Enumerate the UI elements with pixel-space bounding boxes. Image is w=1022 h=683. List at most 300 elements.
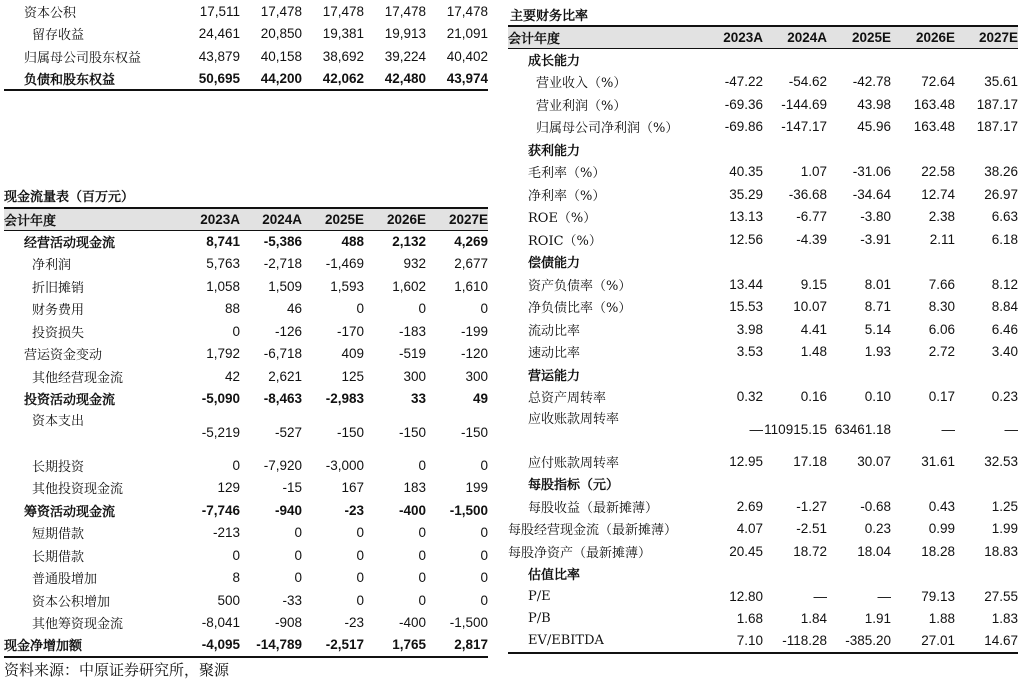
table-row — [508, 206, 1018, 229]
ratios-year-2023a: 2023A — [703, 26, 763, 48]
cashflow-header-label: 会计年度 — [4, 208, 178, 230]
cell-value: 43,879 — [198, 48, 240, 64]
cell-value: 0.23 — [864, 521, 891, 537]
cashflow-statement — [4, 207, 488, 658]
cell-value: -213 — [212, 525, 240, 541]
section-header: 成长能力 — [528, 54, 581, 69]
cell-value: -14,789 — [240, 634, 302, 657]
cell-value: 18.83 — [984, 543, 1018, 559]
cell-value: 14.67 — [955, 630, 1018, 653]
cell-value: 0 — [418, 457, 426, 473]
cell-value: 1.88 — [928, 611, 955, 627]
row-label: 普通股增加 — [32, 572, 98, 588]
cell-value: -5,386 — [263, 234, 302, 249]
cell-value: -3.91 — [860, 231, 891, 247]
cell-value: 0 — [356, 525, 364, 541]
cell-value: 18.04 — [857, 543, 891, 559]
cell-value: 2,817 — [426, 634, 488, 657]
cell-value: 12.56 — [729, 231, 763, 247]
cell-value: -42.78 — [852, 74, 891, 90]
table-row — [508, 495, 1018, 518]
cell-value: -400 — [398, 615, 426, 631]
cell-value: — — [749, 421, 763, 437]
row-label: 营业收入（%） — [536, 76, 627, 92]
cell-value: 0 — [418, 592, 426, 608]
cell-value: 2.11 — [929, 231, 955, 247]
cell-value: 17,478 — [322, 3, 364, 19]
cell-value: 38.26 — [984, 164, 1018, 180]
table-row — [4, 410, 488, 454]
table-row — [4, 320, 488, 343]
table-row — [4, 253, 488, 276]
cell-value: -23 — [344, 502, 364, 518]
cell-value: 0 — [480, 457, 488, 473]
cell-value: 300 — [403, 368, 426, 384]
cell-value: 49 — [472, 391, 488, 407]
row-label: 财务费用 — [32, 303, 85, 319]
cell-value: -15 — [282, 480, 302, 496]
cell-value: 7.66 — [928, 276, 955, 292]
table-row — [508, 630, 1018, 653]
cell-value: -6.77 — [796, 209, 827, 225]
cell-value: 20.45 — [729, 543, 763, 559]
cell-value: 1.07 — [800, 164, 827, 180]
cell-value: 15.53 — [729, 299, 763, 315]
cell-value: 8.01 — [864, 276, 891, 292]
cell-value: -519 — [398, 346, 426, 362]
cell-value: -7,920 — [263, 457, 302, 473]
row-label: 资产负债率（%） — [528, 278, 632, 294]
cell-value: 187.17 — [976, 119, 1018, 135]
row-label: 其他经营现金流 — [32, 370, 124, 386]
table-row — [4, 230, 488, 253]
row-label: 筹资活动现金流 — [24, 504, 116, 520]
row-label: 负债和股东权益 — [4, 68, 178, 91]
cell-value: -5,219 — [201, 424, 240, 440]
cell-value: 24,461 — [198, 26, 240, 42]
cell-value: 20,850 — [260, 26, 302, 42]
section-header-row — [508, 473, 1018, 496]
cell-value: 42 — [224, 368, 240, 384]
cell-value: 17,478 — [260, 3, 302, 19]
row-label: 净利率（%） — [528, 188, 606, 204]
cell-value: 13.13 — [729, 209, 763, 225]
cell-value: -2,718 — [263, 256, 302, 272]
ratios-year-2027e: 2027E — [955, 26, 1018, 48]
cell-value: -0.68 — [860, 498, 891, 514]
cell-value: 4,269 — [454, 234, 488, 249]
cell-value: 1.99 — [991, 521, 1018, 537]
table-row — [508, 161, 1018, 184]
cell-value: -126 — [274, 323, 302, 339]
cell-value: 0.16 — [800, 389, 827, 405]
cell-value: 163.48 — [913, 96, 955, 112]
cell-value: 167 — [341, 480, 364, 496]
cell-value: -23 — [344, 615, 364, 631]
ratios-year-2026e: 2026E — [891, 26, 955, 48]
cell-value: 0 — [480, 570, 488, 586]
source-note: 资料来源：中原证券研究所，聚源 — [4, 661, 230, 679]
table-row — [4, 23, 488, 46]
cell-value: -527 — [274, 424, 302, 440]
cell-value: 0.17 — [928, 389, 955, 405]
row-label: 资本公积增加 — [32, 594, 111, 610]
cell-value: — — [813, 588, 827, 604]
row-label: 每股收益（最新摊薄） — [528, 500, 659, 516]
table-row — [508, 386, 1018, 409]
table-row — [508, 183, 1018, 206]
cell-value: 0 — [418, 547, 426, 563]
section-header: 每股指标（元） — [528, 478, 620, 494]
section-header: 获利能力 — [528, 143, 581, 159]
cell-value: 1,610 — [454, 278, 488, 294]
cell-value: 0 — [480, 525, 488, 541]
cell-value: 17.18 — [793, 453, 827, 469]
cell-value: 27.01 — [891, 630, 955, 653]
table-row — [4, 634, 488, 657]
cell-value: 5,763 — [206, 256, 240, 272]
cell-value: 0 — [356, 301, 364, 317]
cell-value: 40,402 — [446, 48, 488, 64]
cell-value: 1,602 — [392, 278, 426, 294]
ratios-year-2024a: 2024A — [763, 26, 827, 48]
table-row — [508, 228, 1018, 251]
cell-value: -147.17 — [781, 119, 827, 135]
cell-value: 5.14 — [864, 321, 891, 337]
cell-value: -34.64 — [852, 186, 891, 202]
cell-value: -400 — [398, 502, 426, 518]
cashflow-year-2025e: 2025E — [302, 208, 364, 230]
cashflow-year-2027e: 2027E — [426, 208, 488, 230]
cell-value: 300 — [465, 368, 488, 384]
cell-value: 183 — [403, 480, 426, 496]
table-row — [508, 93, 1018, 116]
table-row — [4, 298, 488, 321]
cell-value: 8 — [232, 570, 240, 586]
cell-value: 0 — [294, 525, 302, 541]
table-row — [508, 518, 1018, 541]
cashflow-table — [4, 207, 488, 658]
cell-value: -31.06 — [852, 164, 891, 180]
cell-value: 8,741 — [206, 234, 240, 249]
cell-value: 21,091 — [446, 26, 488, 42]
cell-value: -199 — [460, 323, 488, 339]
cell-value: -183 — [398, 323, 426, 339]
ratios-header-row — [508, 26, 1018, 48]
cell-value: 39,224 — [384, 48, 426, 64]
cell-value: 12.74 — [921, 186, 955, 202]
cell-value: -3.80 — [860, 209, 891, 225]
cell-value: 8.71 — [864, 299, 891, 315]
row-label: 应付账款周转率 — [528, 455, 620, 471]
cell-value: 18.72 — [793, 543, 827, 559]
ratios-title: 主要财务比率 — [510, 9, 589, 24]
cell-value: -1,469 — [325, 256, 364, 272]
cell-value: 4.41 — [800, 321, 827, 337]
cell-value: -69.36 — [724, 96, 763, 112]
cell-value: 7.10 — [703, 630, 763, 653]
cell-value: 2.69 — [736, 498, 763, 514]
cell-value: 35.29 — [729, 186, 763, 202]
cell-value: -2,983 — [325, 391, 364, 407]
ratios-header-label: 会计年度 — [508, 26, 703, 48]
cell-value: 13.44 — [729, 276, 763, 292]
cell-value: 6.06 — [928, 321, 955, 337]
cell-value: 43,974 — [426, 68, 488, 91]
cell-value: 46 — [286, 301, 302, 317]
cell-value: 1,593 — [330, 278, 364, 294]
cell-value: -5,090 — [201, 391, 240, 407]
cell-value: 1,765 — [364, 634, 426, 657]
cell-value: -7,746 — [201, 502, 240, 518]
cell-value: -385.20 — [827, 630, 891, 653]
cell-value: -8,041 — [201, 615, 240, 631]
cell-value: 0 — [232, 323, 240, 339]
cell-value: -150 — [398, 424, 426, 440]
cell-value: -2.51 — [796, 521, 827, 537]
cell-value: 1,792 — [206, 346, 240, 362]
cell-value: 8.12 — [991, 276, 1018, 292]
cell-value: 2,677 — [454, 256, 488, 272]
cell-value: — — [877, 588, 891, 604]
cell-value: — — [941, 421, 955, 437]
row-label: 长期借款 — [32, 549, 85, 565]
cell-value: 0 — [418, 570, 426, 586]
cell-value: 18.28 — [921, 543, 955, 559]
row-label: 营业利润（%） — [536, 98, 627, 114]
cell-value: -54.62 — [788, 74, 827, 90]
cell-value: 0 — [418, 301, 426, 317]
cell-value: 0 — [480, 592, 488, 608]
cell-value: 1.83 — [991, 611, 1018, 627]
table-row — [4, 477, 488, 500]
table-row — [4, 589, 488, 612]
row-label: 每股经营现金流（最新摊薄） — [508, 523, 678, 539]
cell-value: 88 — [224, 301, 240, 317]
row-label: 速动比率 — [528, 346, 581, 362]
cell-value: 0 — [294, 570, 302, 586]
cell-value: 45.96 — [857, 119, 891, 135]
row-label: 营运资金变动 — [24, 348, 103, 364]
cell-value: 19,913 — [384, 26, 426, 42]
cell-value: 0.99 — [928, 521, 955, 537]
cell-value: -940 — [274, 502, 302, 518]
cell-value: 1,058 — [206, 278, 240, 294]
table-row — [4, 454, 488, 477]
balance-sheet-partial — [4, 0, 488, 91]
cell-value: 187.17 — [976, 96, 1018, 112]
cell-value: 0.10 — [864, 389, 891, 405]
cell-value: 72.64 — [921, 74, 955, 90]
row-label: 折旧摊销 — [32, 280, 85, 296]
row-label: 净负债比率（%） — [528, 301, 632, 317]
cell-value: -2,517 — [302, 634, 364, 657]
cell-value: -8,463 — [263, 391, 302, 407]
cashflow-year-2024a: 2024A — [240, 208, 302, 230]
cell-value: 17,478 — [384, 3, 426, 19]
cell-value: 40,158 — [260, 48, 302, 64]
table-row — [4, 388, 488, 411]
ratios-year-2025e: 2025E — [827, 26, 891, 48]
row-label: 经营活动现金流 — [24, 236, 116, 251]
cell-value: -150 — [336, 424, 364, 440]
cell-value: 26.97 — [984, 186, 1018, 202]
cell-value: -47.22 — [724, 74, 763, 90]
cell-value: 50,695 — [178, 68, 240, 91]
cell-value: 31.61 — [921, 453, 955, 469]
row-label: 资本公积 — [24, 5, 77, 21]
cell-value: 3.53 — [736, 344, 763, 360]
cell-value: 8.84 — [991, 299, 1018, 315]
table-row — [508, 273, 1018, 296]
row-label: 净利润 — [32, 258, 72, 274]
cell-value: 1.91 — [864, 611, 891, 627]
cell-value: 4.07 — [736, 521, 763, 537]
section-header-row — [508, 48, 1018, 71]
table-row — [4, 45, 488, 68]
cell-value: 0 — [480, 301, 488, 317]
cell-value: 163.48 — [913, 119, 955, 135]
cell-value: 8.30 — [928, 299, 955, 315]
cell-value: 3.98 — [736, 321, 763, 337]
cell-value: 0.32 — [736, 389, 763, 405]
row-label: 长期投资 — [32, 459, 85, 475]
row-label: 短期借款 — [32, 527, 85, 543]
cell-value: -69.86 — [724, 119, 763, 135]
balance-sheet-table — [4, 0, 488, 91]
table-row — [4, 567, 488, 590]
cell-value: 9.15 — [800, 276, 827, 292]
section-header-row — [508, 363, 1018, 386]
cell-value: 6.18 — [991, 231, 1018, 247]
cell-value: 500 — [217, 592, 240, 608]
cell-value: -150 — [460, 424, 488, 440]
cell-value: 79.13 — [921, 588, 955, 604]
cell-value: 12.95 — [729, 453, 763, 469]
cell-value: 2,132 — [392, 234, 426, 249]
table-row — [508, 608, 1018, 631]
cell-value: 199 — [465, 480, 488, 496]
cell-value: -1,500 — [449, 615, 488, 631]
row-label: 应收账款周转率 — [528, 412, 620, 427]
section-header: 估值比率 — [528, 568, 581, 584]
cell-value: 3.40 — [991, 344, 1018, 360]
cell-value: 42,062 — [302, 68, 364, 91]
cell-value: 0 — [356, 547, 364, 563]
cell-value: 488 — [341, 234, 364, 249]
cell-value: -4.39 — [796, 231, 827, 247]
cell-value: 38,692 — [322, 48, 364, 64]
cell-value: 409 — [341, 346, 364, 362]
row-label: 流动比率 — [528, 323, 581, 339]
cell-value: 2.38 — [928, 209, 955, 225]
table-row — [4, 68, 488, 91]
cell-value: 42,480 — [364, 68, 426, 91]
table-row — [508, 408, 1018, 450]
cell-value: 110915.15 — [764, 421, 827, 437]
financial-ratios — [508, 25, 1018, 654]
row-label: 投资活动现金流 — [24, 393, 116, 409]
cell-value: 19,381 — [322, 26, 364, 42]
table-row — [4, 612, 488, 635]
table-row — [4, 365, 488, 388]
table-row — [4, 499, 488, 522]
table-row — [508, 585, 1018, 608]
cell-value: -1,500 — [449, 502, 488, 518]
cell-value: -3,000 — [325, 457, 364, 473]
ratios-table — [508, 25, 1018, 654]
cell-value: -170 — [336, 323, 364, 339]
table-row — [4, 0, 488, 23]
table-row — [4, 522, 488, 545]
cell-value: 1.93 — [864, 344, 891, 360]
cell-value: 43.98 — [857, 96, 891, 112]
cell-value: 932 — [403, 256, 426, 272]
table-row — [508, 318, 1018, 341]
cell-value: — — [1004, 421, 1018, 437]
cell-value: 6.63 — [991, 209, 1018, 225]
cell-value: 2.72 — [928, 344, 955, 360]
table-row — [508, 71, 1018, 94]
section-header: 偿债能力 — [528, 256, 581, 272]
cell-value: -33 — [282, 592, 302, 608]
cell-value: 63461.18 — [834, 421, 891, 437]
cell-value: 0 — [232, 547, 240, 563]
cell-value: 1.25 — [991, 498, 1018, 514]
row-label: 其他筹资现金流 — [32, 617, 124, 633]
row-label: ROE（%） — [528, 211, 597, 227]
cell-value: 1.84 — [800, 611, 827, 627]
row-label: 留存收益 — [32, 28, 85, 44]
table-row — [4, 343, 488, 366]
cashflow-title: 现金流量表（百万元） — [4, 190, 135, 205]
cell-value: 27.55 — [984, 588, 1018, 604]
cell-value: -4,095 — [178, 634, 240, 657]
cashflow-year-2023a: 2023A — [178, 208, 240, 230]
row-label: 总资产周转率 — [528, 391, 607, 407]
cell-value: 17,478 — [446, 3, 488, 19]
cell-value: 22.58 — [921, 164, 955, 180]
cashflow-header-row — [4, 208, 488, 230]
cell-value: 44,200 — [240, 68, 302, 91]
row-label: 现金净增加额 — [4, 634, 178, 657]
cell-value: 12.80 — [729, 588, 763, 604]
row-label: P/E — [528, 588, 551, 604]
table-row — [4, 275, 488, 298]
cell-value: -144.69 — [781, 96, 827, 112]
section-header-row — [508, 138, 1018, 161]
table-row — [508, 450, 1018, 473]
cell-value: -118.28 — [763, 630, 827, 653]
row-label: 每股净资产（最新摊薄） — [508, 545, 652, 561]
cell-value: 33 — [410, 391, 426, 407]
table-row — [508, 540, 1018, 563]
row-label: 投资损失 — [32, 325, 85, 341]
cell-value: -6,718 — [263, 346, 302, 362]
cell-value: 0 — [418, 525, 426, 541]
cell-value: 0 — [356, 570, 364, 586]
cashflow-year-2026e: 2026E — [364, 208, 426, 230]
cell-value: 6.46 — [991, 321, 1018, 337]
cell-value: 0.23 — [991, 389, 1018, 405]
cell-value: 1.48 — [800, 344, 827, 360]
cell-value: -908 — [274, 615, 302, 631]
row-label: 毛利率（%） — [528, 166, 606, 182]
cell-value: 30.07 — [857, 453, 891, 469]
cell-value: -120 — [460, 346, 488, 362]
cell-value: 2,621 — [268, 368, 302, 384]
cell-value: 0.43 — [928, 498, 955, 514]
